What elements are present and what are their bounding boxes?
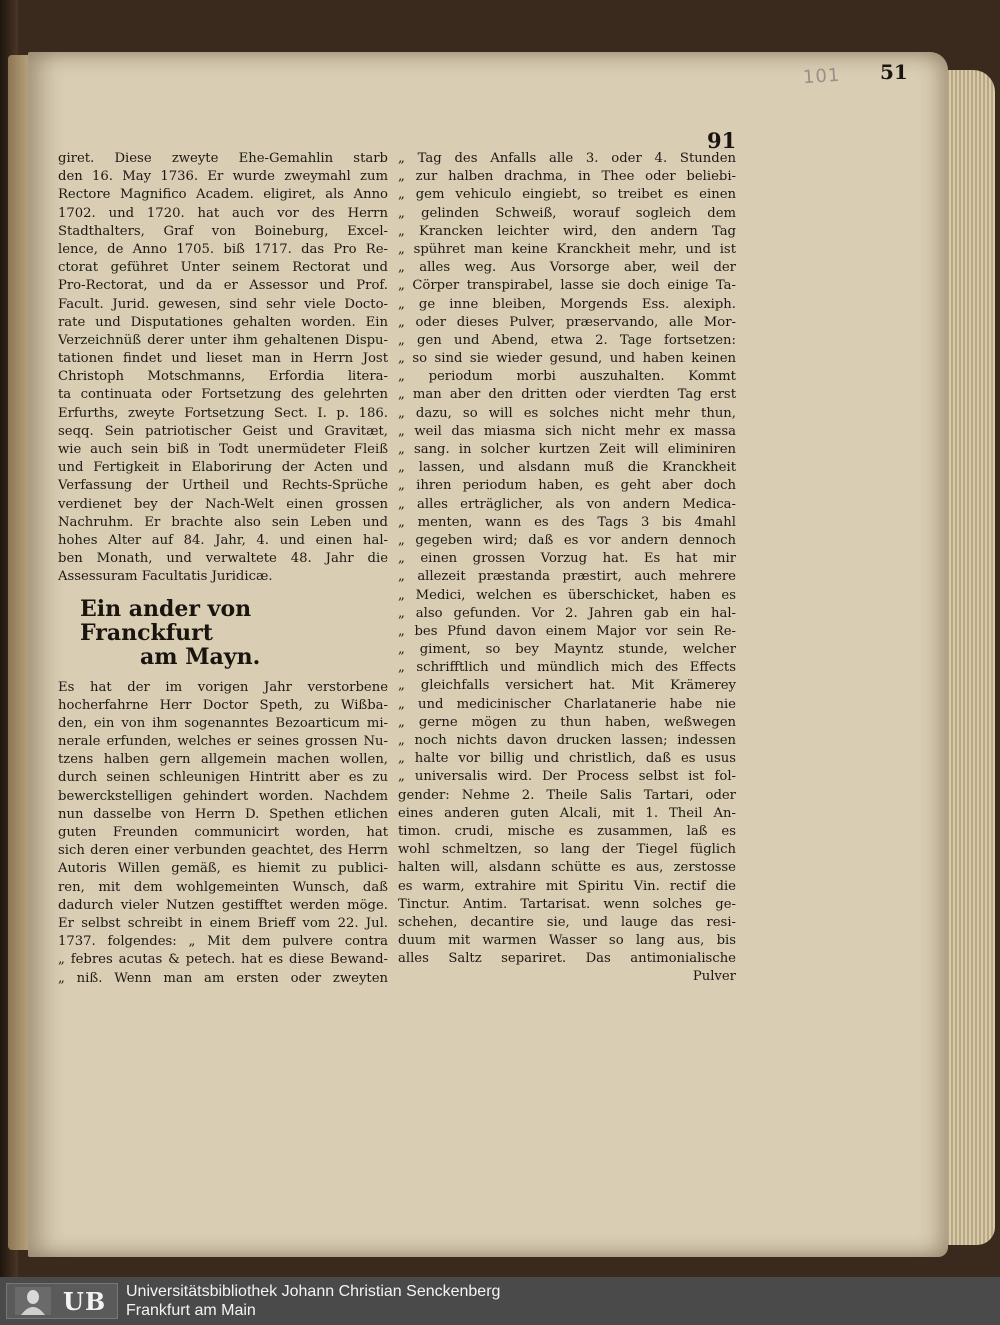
text-line: „ dazu, so will es solches nicht mehr thun,	[398, 405, 736, 421]
text-line: „ weil das miasma sich nicht mehr ex massa	[398, 423, 736, 439]
library-name-line-1: Universitätsbibliothek Johann Christian Senckenberg	[126, 1283, 501, 1300]
text-line: ren, mit dem wohlgemeinten Wunsch, daß	[58, 879, 388, 895]
text-line: „ noch nichts davon drucken lassen; indessen	[398, 733, 736, 748]
text-line: „ gen und Abend, etwa 2. Tage fortsetzen:	[398, 332, 736, 348]
text-line: Stadthalters, Graf von Boineburg, Excel-	[58, 223, 388, 239]
text-line: Autoris Willen gemäß, es hiemit zu publici-	[58, 861, 388, 877]
text-line: „ oder dieses Pulver, præservando, alle Mor-	[398, 314, 736, 330]
text-line: ta continuata oder Fortsetzung des gelehrten	[58, 387, 388, 403]
text-line: timon. crudi, mische es zusammen, laß es	[398, 823, 736, 839]
text-line: „ spühret man keine Kranckheit mehr, und ist	[398, 241, 736, 257]
text-line: „ menten, wann es des Tags 3 bis 4mahl	[398, 514, 736, 530]
portrait-icon	[15, 1287, 51, 1315]
text-line: „ gerne mögen zu thun haben, weßwegen	[398, 714, 736, 730]
section-heading-line-2: am Mayn.	[140, 643, 261, 670]
text-line: tzens halben gern allgemein machen wollen,	[58, 752, 388, 768]
text-line: verdienet bey der Nach-Welt einen grossen	[58, 496, 388, 512]
text-line: „ ge inne bleiben, Morgends Ess. alexiph.	[398, 296, 736, 312]
text-line: „ schrifftlich und mündlich mich des Effects	[398, 660, 736, 676]
library-name-line-2: Frankfurt am Main	[126, 1302, 256, 1319]
text-line: 1702. und 1720. hat auch vor des Herrn	[58, 205, 388, 221]
text-line: wohl schmeltzen, so lang der Tiegel füglich	[398, 842, 736, 858]
catchword: Pulver	[692, 969, 736, 985]
text-line: Es hat der im vorigen Jahr verstorbene	[58, 679, 388, 695]
text-line: schehen, decantire sie, und lauge das resi-	[398, 914, 736, 930]
text-line: und Fertigkeit in Elaborirung der Acten und	[58, 460, 388, 476]
text-line: Christoph Motschmanns, Erfordia litera-	[58, 369, 388, 385]
page-number: 91	[707, 128, 737, 153]
text-line: „ einen grossen Vorzug hat. Es hat mir	[398, 551, 736, 567]
text-line: „ niß. Wenn man am ersten oder zweyten	[58, 970, 388, 986]
text-line: den, ein von ihm sogenanntes Bezoarticum mi-	[58, 715, 388, 731]
text-line: bewerckstelligen gehindert worden. Nachdem	[58, 788, 388, 804]
text-line: „ man aber den dritten oder vierdten Tag erst	[398, 387, 736, 403]
text-line: „ also gefunden. Vor 2. Jahren gab ein hal-	[398, 605, 736, 621]
text-line: ctorat geführet Unter seinem Rectorat und	[58, 260, 388, 276]
text-line: „ gegeben wird; daß es vor andern dennoch	[398, 532, 736, 548]
text-line: hocherfahrne Herr Doctor Speth, zu Wißba-	[58, 697, 388, 713]
text-line: sich deren einer verbunden geachtet, des Herrn	[58, 843, 388, 859]
ink-folio-number: 51	[880, 60, 908, 84]
text-line: den 16. May 1736. Er wurde zweymahl zum	[58, 169, 388, 185]
text-line: Tinctur. Antim. Tartarisat. wenn solches ge-	[398, 896, 736, 912]
text-line: „ so sind sie wieder gesund, und haben keinen	[398, 351, 736, 367]
text-line: „ halte vor billig und christlich, daß es usus	[398, 751, 736, 767]
left-column-text-top	[58, 150, 388, 587]
text-line: Verfassung der Urtheil und Rechts-Sprüche	[58, 478, 388, 494]
text-line: duum mit warmen Wasser so lang aus, bis	[398, 933, 736, 949]
text-line: Pro-Rectorat, und da er Assessor und Prof.	[58, 278, 388, 294]
text-line: „ Krancken leichter wird, den andern Tag	[398, 223, 736, 239]
section-heading-line-1: Ein ander von Franckfurt	[80, 595, 252, 646]
text-line: dadurch vieler Nutzen gestifftet werden möge.	[58, 897, 388, 913]
text-line: guten Freunden communicirt worden, hat	[58, 825, 388, 840]
text-line: „ Cörper transpirabel, lasse sie doch einige Ta-	[398, 278, 736, 294]
section-heading	[80, 597, 388, 669]
text-line: „ zur halben drachma, in Thee oder beliebi-	[398, 169, 736, 185]
text-line: „ Tag des Anfalls alle 3. oder 4. Stunden	[398, 151, 736, 166]
text-line: „ alles weg. Aus Vorsorge aber, weil der	[398, 260, 736, 276]
text-line: halten will, alsdann schütte es aus, zerstosse	[398, 860, 736, 876]
right-column-text	[398, 150, 736, 968]
text-line: „ bes Pfund davon einem Major vor sein Re-	[398, 623, 736, 639]
text-line: tationen findet und lieset man in Herrn Jost	[58, 351, 388, 367]
text-line: „ lassen, und alsdann muß die Kranckheit	[398, 460, 736, 476]
text-line: gender: Nehme 2. Theile Salis Tartari, oder	[398, 787, 736, 803]
text-line: „ allezeit præstanda præstirt, auch mehrere	[398, 569, 736, 585]
text-line: „ febres acutas & petech. hat es diese Bewand-	[58, 952, 388, 968]
text-line: Er selbst schreibt in einem Brieff vom 22. Jul.	[58, 915, 388, 931]
text-line: Verzeichnüß derer unter ihm gehaltenen Dispu-	[58, 332, 388, 348]
text-line: ben Monath, und verwaltete 48. Jahr die	[58, 551, 388, 567]
left-text-column	[58, 150, 388, 988]
text-line: „ giment, so bey Mayntz stunde, welcher	[398, 642, 736, 658]
text-line: lence, de Anno 1705. biß 1717. das Pro Re-	[58, 241, 388, 257]
right-text-column	[398, 150, 736, 987]
library-footer-bar	[0, 1277, 1000, 1325]
text-line: „ universalis wird. Der Process selbst ist fol-	[398, 769, 736, 785]
pencil-folio-number: 101	[802, 64, 842, 89]
text-line: alles Saltz separiret. Das antimonialische	[398, 951, 736, 967]
text-line: hohes Alter auf 84. Jahr, 4. und einen hal-	[58, 532, 388, 548]
ub-logo	[6, 1283, 118, 1319]
text-line: Assessuram Facultatis Juridicæ.	[58, 569, 273, 585]
text-line: „ gleichfalls versichert hat. Mit Krämerey	[398, 678, 736, 694]
text-line: „ alles erträglicher, als von andern Medica-	[398, 496, 736, 512]
text-line: 1737. folgendes: „ Mit dem pulvere contra	[58, 934, 388, 950]
text-line: „ ihren periodum haben, es geht aber doch	[398, 478, 736, 494]
ub-logo-text: UB	[63, 1287, 107, 1316]
text-line: rate und Disputationes gehalten worden. Ein	[58, 314, 388, 330]
text-line: Nachruhm. Er brachte also sein Leben und	[58, 514, 388, 530]
text-line: eines anderen guten Alcali, mit 1. Theil An-	[398, 805, 736, 821]
text-line: giret. Diese zweyte Ehe-Gemahlin starb	[58, 151, 388, 166]
text-line: nun dasselbe von Herrn D. Spethen etlichen	[58, 806, 388, 822]
text-line: wie auch sein biß in Todt unermüdeter Fleiß	[58, 442, 388, 457]
text-line: Erfurths, zweyte Fortsetzung Sect. I. p. 186.	[58, 405, 388, 421]
text-line: es warm, extrahire mit Spiritu Vin. rectif die	[398, 878, 736, 894]
text-line: durch seinen schleunigen Hintritt aber es zu	[58, 770, 388, 786]
text-line: nerale erfunden, welches er seines grossen Nu-	[58, 734, 388, 750]
text-line: „ Medici, welchen es überschicket, haben es	[398, 587, 736, 603]
library-name	[126, 1282, 500, 1320]
text-line: „ und medicinischer Charlatanerie habe nie	[398, 696, 736, 712]
text-line: seqq. Sein patriotischer Geist und Gravitæt,	[58, 423, 388, 439]
text-line: „ sang. in solcher kurtzen Zeit will eliminiren	[398, 442, 736, 457]
left-column-text-bottom	[58, 679, 388, 988]
text-line: Rectore Magnifico Academ. eligiret, als Anno	[58, 187, 388, 203]
text-line: „ periodum morbi auszuhalten. Kommt	[398, 369, 736, 385]
text-line: Facult. Jurid. gewesen, sind sehr viele Docto-	[58, 296, 388, 312]
text-line: „ gelinden Schweiß, worauf sogleich dem	[398, 205, 736, 221]
text-line: „ gem vehiculo eingiebt, so treibet es einen	[398, 187, 736, 203]
